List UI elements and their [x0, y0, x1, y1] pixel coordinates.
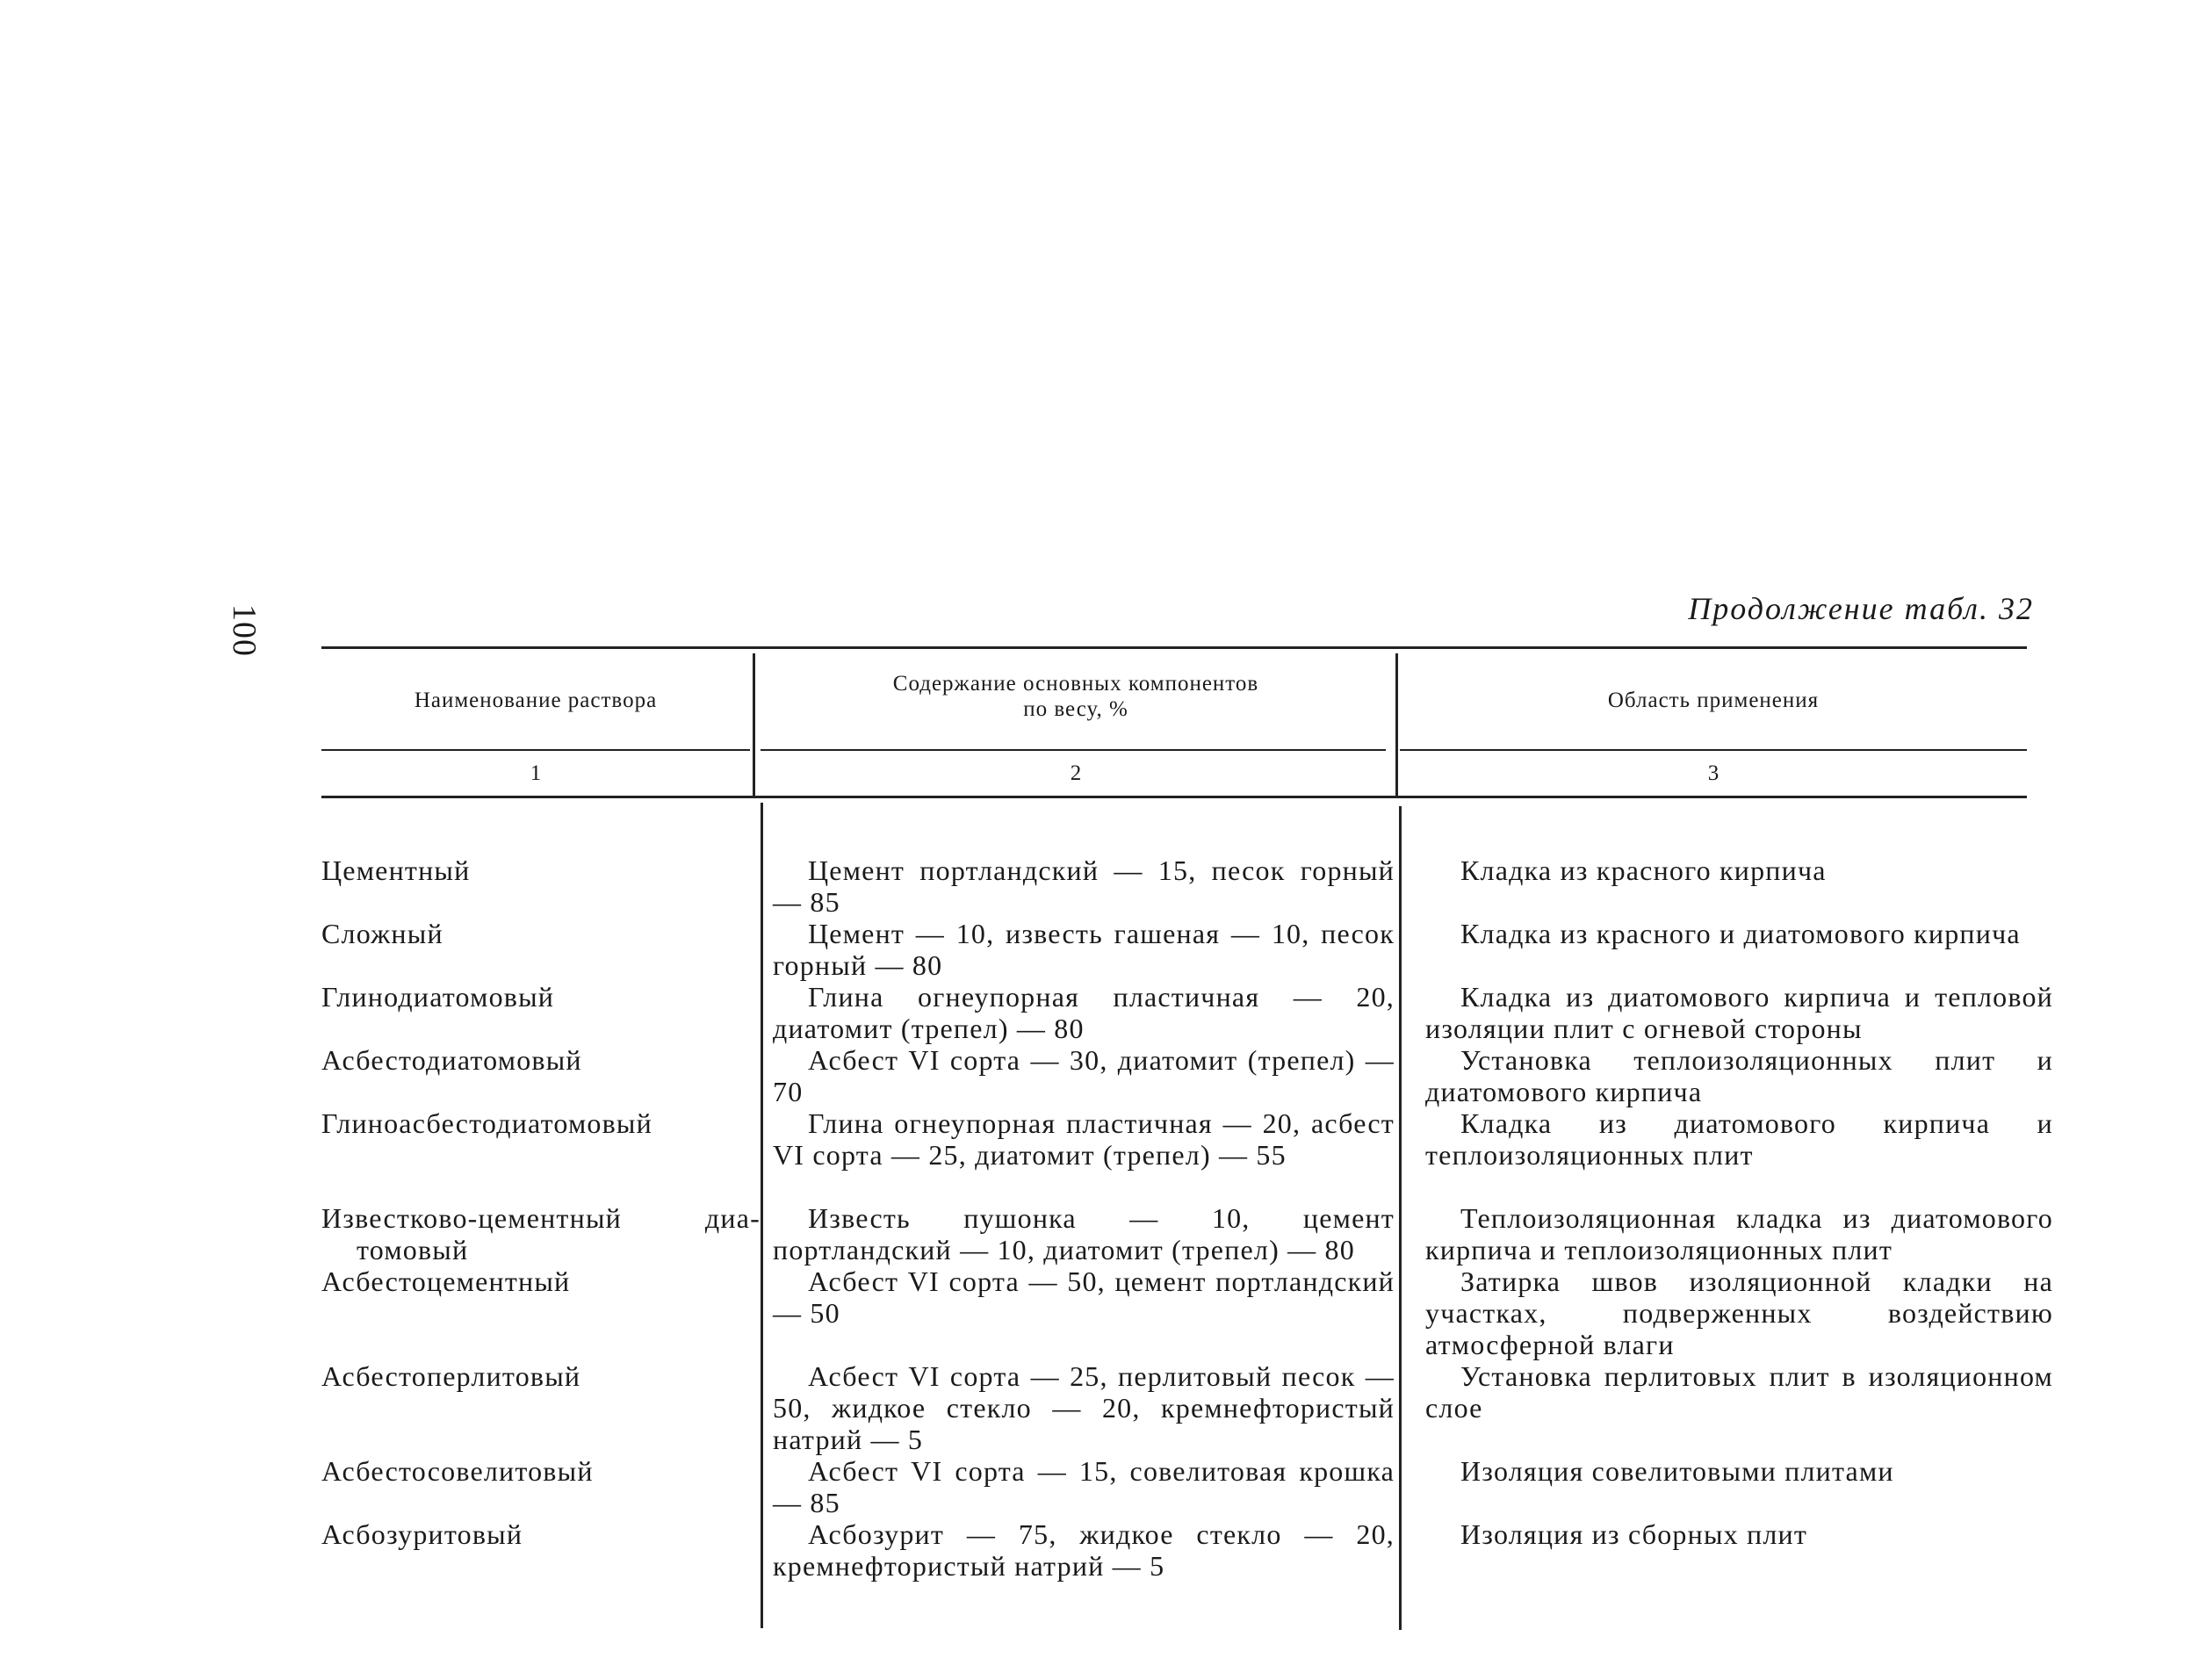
solution-name: Асбозуритовый [321, 1518, 523, 1550]
header-composition-line2: по весу, % [1023, 697, 1128, 721]
header-divider-1 [753, 653, 755, 796]
page-number: 100 [226, 604, 263, 657]
solution-name [321, 1202, 761, 1265]
composition: Асбест VI сорта — 25, перлитовый песок — 50, жидкое стекло — 20, кремнефтористый натрий — 5 [773, 1360, 1395, 1455]
header-composition-line1: Содержание основных компонентов [892, 672, 1259, 696]
body-divider-1 [761, 803, 763, 1628]
header-rule-col2 [761, 749, 1386, 751]
usage: Кладка из диатомового кирпича и теплоизоляционных плит [1425, 1107, 2053, 1171]
header-rule-col3 [1400, 749, 2027, 751]
column-number-rule [321, 796, 2027, 798]
usage: Установка перлитовых плит в изоляционном слое [1425, 1360, 2053, 1424]
usage: Установка теплоизоляционных плит и диатомового кирпича [1425, 1044, 2053, 1107]
solution-name: Сложный [321, 918, 443, 949]
composition: Цемент — 10, известь гашеная — 10, песок горный — 80 [773, 918, 1395, 981]
header-rule-col1 [321, 749, 750, 751]
composition: Глина огнеупорная пластичная — 20, диатомит (трепел) — 80 [773, 981, 1395, 1044]
composition: Известь пушонка — 10, цемент портландский — 10, диатомит (трепел) — 80 [773, 1202, 1395, 1265]
column-number-2: 2 [1070, 761, 1082, 785]
table-top-rule [321, 646, 2027, 649]
composition: Цемент портландский — 15, песок горный — 85 [773, 854, 1395, 918]
usage: Затирка швов изоляционной кладки на участках, подверженных воздействию атмосферной влаги [1425, 1265, 2053, 1360]
solution-name: Глинодиатомовый [321, 981, 555, 1013]
usage: Кладка из красного и диатомового кирпича [1460, 918, 2021, 949]
usage: Кладка из красного кирпича [1460, 854, 1827, 886]
solution-name: Цементный [321, 854, 471, 886]
solution-name: Асбестоцементный [321, 1265, 571, 1297]
usage: Изоляция совелитовыми плитами [1460, 1455, 1894, 1487]
solution-name: Асбестосовелитовый [321, 1455, 594, 1487]
column-number-3: 3 [1707, 761, 1720, 785]
composition: Глина огнеупорная пластичная — 20, асбест VI сорта — 25, диатомит (трепел) — 55 [773, 1107, 1395, 1171]
solution-name-line2: томовый [357, 1234, 469, 1265]
column-number-1: 1 [530, 761, 542, 785]
usage: Кладка из диатомового кирпича и тепловой изоляции плит с огневой стороны [1425, 981, 2053, 1044]
solution-name: Глиноасбестодиатомовый [321, 1107, 652, 1139]
solution-name-line1: Известково-цементный диа- [321, 1202, 761, 1234]
header-divider-2 [1395, 653, 1398, 796]
composition: Асбест VI сорта — 50, цемент портландский — 50 [773, 1265, 1395, 1329]
header-composition [757, 671, 1395, 722]
header-name: Наименование раствора [414, 689, 658, 712]
usage: Изоляция из сборных плит [1460, 1518, 1808, 1550]
table-caption: Продолжение табл. 32 [1688, 591, 2034, 626]
body-divider-2 [1399, 806, 1402, 1630]
header-usage: Область применения [1607, 689, 1820, 712]
solution-name: Асбестоперлитовый [321, 1360, 581, 1392]
usage: Теплоизоляционная кладка из диатомового кирпича и теплоизоляционных плит [1425, 1202, 2053, 1265]
composition: Асбест VI сорта — 15, совелитовая крошка — 85 [773, 1455, 1395, 1518]
composition: Асбозурит — 75, жидкое стекло — 20, кремнефтористый натрий — 5 [773, 1518, 1395, 1582]
solution-name: Асбестодиатомовый [321, 1044, 582, 1076]
composition: Асбест VI сорта — 30, диатомит (трепел) — 70 [773, 1044, 1395, 1107]
